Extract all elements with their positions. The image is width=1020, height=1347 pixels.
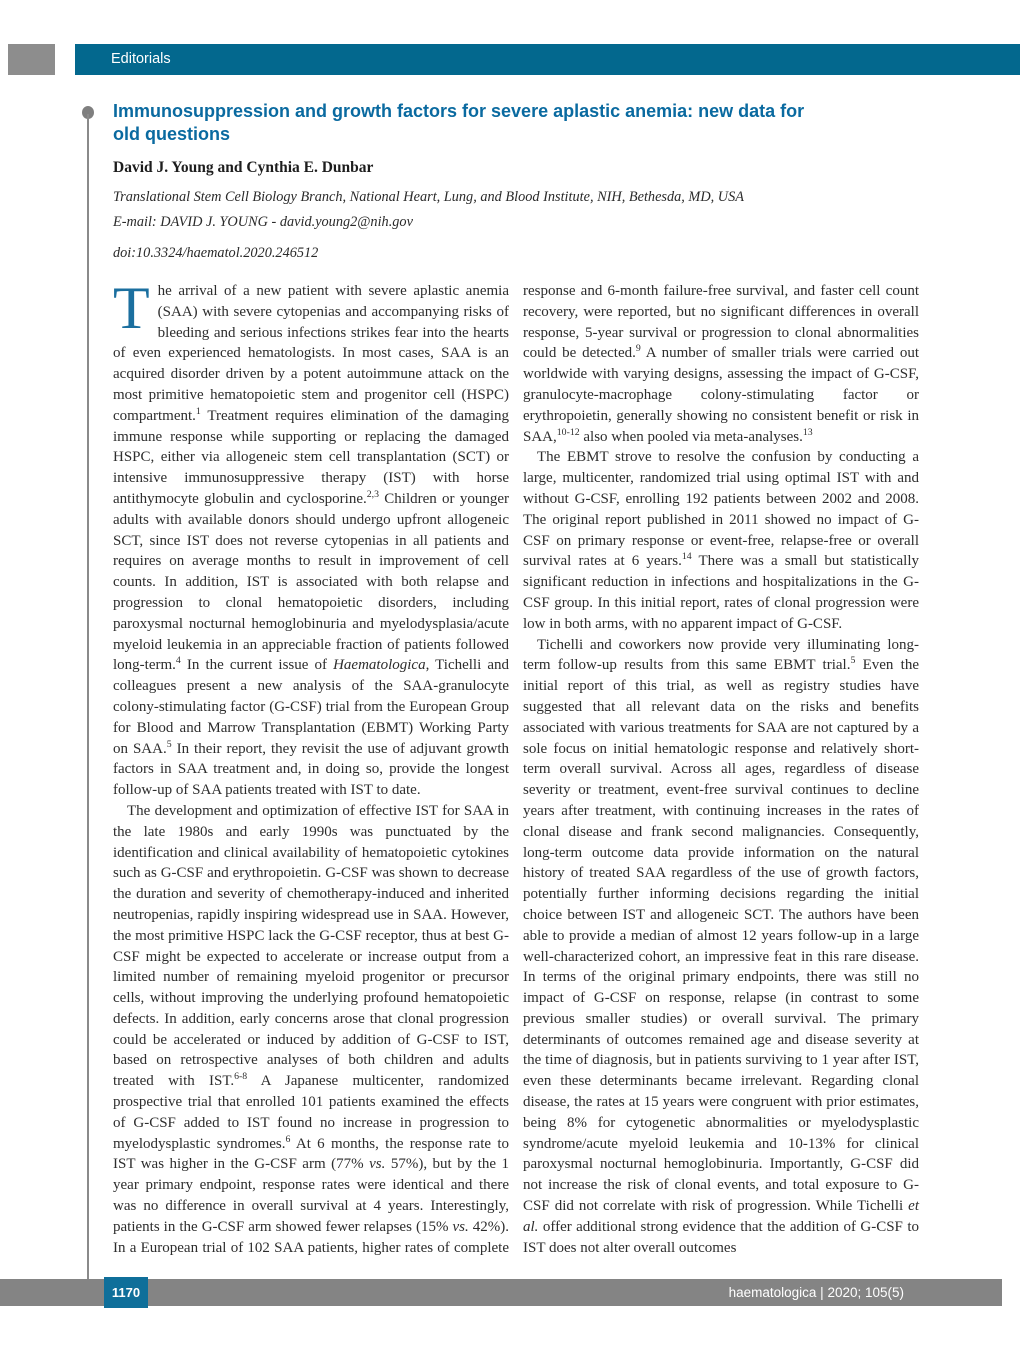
- body-text: vs.: [369, 1156, 386, 1173]
- body-paragraph: [523, 635, 919, 1259]
- article-email: E-mail: DAVID J. YOUNG - david.young2@nih.gov: [113, 214, 413, 230]
- reference-superscript: 5: [850, 655, 856, 667]
- reference-superscript: 9: [635, 343, 641, 355]
- reference-superscript: 5: [166, 738, 172, 750]
- body-text: also when pooled via meta-analyses.: [579, 428, 803, 445]
- body-text: There was a small but statistically significant reduction in infections and hospitalizations in the G-CSF group. In this initial report, rates of clonal progression were low in both arms, with no apparent impact of G-CSF.: [523, 553, 919, 632]
- article-affiliation: Translational Stem Cell Biology Branch, National Heart, Lung, and Blood Institute, NIH, Bethesda, MD, USA: [113, 189, 745, 205]
- reference-superscript: 4: [175, 655, 181, 667]
- body-text: The EBMT strove to resolve the confusion by conducting a large, multicenter, randomized trial using optimal IST with and without G-CSF, enrolling 192 patients between 2002 and 2008. The original report published in 2011 showed no impact of G-CSF on primary response or event-free, relapse-free or overall survival rates at 6 years.: [523, 449, 919, 570]
- reference-superscript: 1: [195, 405, 201, 417]
- article-doi: doi:10.3324/haematol.2020.246512: [113, 245, 319, 261]
- footer-journal-line: haematologica | 2020; 105(5): [728, 1285, 904, 1300]
- body-text: offer additional strong evidence that the addition of G-CSF to IST does not alter overall outcomes: [523, 1218, 919, 1256]
- section-label: Editorials: [111, 51, 171, 67]
- body-text: vs.: [452, 1218, 469, 1235]
- article-authors: David J. Young and Cynthia E. Dunbar: [113, 159, 374, 176]
- body-text: Even the initial report of this trial, as well as registry studies have suggested that all relevant data on the risks and benefits associated with various treatments for SAA are not captured by a sole focus on initial hematologic response and relatively short-term overall survival. Across all ages, regardless of disease severity or treatment, event-free survival continues to decline years after treatment, with continuing increases in the rates of clonal disease and frank second malignancies. Consequently, long-term outcome data provide information on the natural history of treated SAA regardless of the use of growth factors, potentially further informing decisions regarding the initial choice between IST and allogeneic SCT. The authors have been able to provide a median of almost 12 years follow-up in a large well-characterized cohort, an impressive feat in this rare disease. In terms of the original primary endpoints, there was still no impact of G-CSF on response, relapse (in contrast to some previous smaller studies) or overall survival. The primary determinants of outcomes remained age and disease severity at the time of diagnosis, but in patients surviving to 1 year after IST, even these determinants became irrelevant. Regarding clonal disease, the rates at 15 years were congruent with prior estimates, being 8% for cytogenetic abnormalities or myelodysplastic syndrome/acute myeloid leukemia and 10-13% for clinical paroxysmal nocturnal hemoglobinuria. Importantly, G-CSF did not increase the risk of clonal events, and total exposure to G-CSF did not correlate with risk of progression. While Tichelli: [523, 657, 919, 1215]
- reference-superscript: 10-12: [556, 426, 580, 438]
- body-text: et al.: [523, 1198, 919, 1235]
- body-text: , Tichelli and colleagues present a new analysis of the SAA-granulocyte colony-stimulating factor (G-CSF) trial from the European Group for Blood and Marrow Transplantation (EBMT) Working Party on SAA.: [113, 657, 509, 757]
- body-text: 57%), but by the 1 year primary endpoint, response rates were identical and there was no difference in overall survival at 4 years. Interestingly, patients in the G-CSF arm showed fewer relapses (15%: [113, 1156, 510, 1235]
- reference-superscript: 6-8: [234, 1071, 248, 1083]
- body-text: In the current issue of: [180, 657, 334, 674]
- reference-superscript: 2,3: [366, 488, 379, 500]
- body-text: A number of smaller trials were carried out worldwide with varying designs, assessing the impact of G-CSF, granulocyte-macrophage colony-stimulating factor or erythropoietin, generally showing no consistent benefit or risk in SAA,: [523, 345, 920, 445]
- body-text: The development and optimization of effective IST for SAA in the late 1980s and early 1990s was punctuated by the identification and clinical availability of hematopoietic cytokines such as G-CSF and erythropoietin. G-CSF was shown to decrease the duration and severity of chemotherapy-induced and inherited neutropenias, rapidly inspiring widespread use in SAA. However, the most primitive HSPC lack the G-CSF receptor, thus at best G-CSF might be expected to accelerate or increase output from a limited number of remaining myeloid progenitor or precursor cells, without improving the underlying profound hematopoietic defects. In addition, early concerns arose that clonal progression could be accelerated or induced by addition of G-CSF to IST, based on retrospective analyses of both children and adults treated with IST.: [113, 802, 509, 1090]
- body-paragraph: [113, 275, 509, 801]
- left-vertical-rule: [87, 114, 89, 1279]
- footer-bar: [0, 1279, 1002, 1306]
- body-text: At 6 months, the response rate to IST was higher in the G-CSF arm (77%: [113, 1135, 509, 1173]
- header-gray-square: [8, 44, 55, 75]
- body-text: Children or younger adults with available donors should undergo upfront allogeneic SCT, since IST does not reverse cytopenias in all patients and requires on average months to result in improvement of cell counts. In addition, IST is associated with both relapse and progression to clonal hematopoietic disorders, including paroxysmal nocturnal hemoglobinuria and myelodysplasia/acute myeloid leukemia in an appreciable fraction of patients followed long-term.: [113, 490, 509, 674]
- body-text: Tichelli and coworkers now provide very illuminating long-term follow-up results from this same EBMT trial.: [523, 636, 919, 674]
- reference-superscript: 6: [285, 1133, 291, 1145]
- drop-cap: T: [113, 275, 150, 341]
- article-header: [113, 100, 873, 262]
- footer-page-number: 1170: [104, 1277, 148, 1308]
- article-title: Immunosuppression and growth factors for severe aplastic anemia: new data for old questions: [113, 101, 805, 144]
- body-text: Haematologica: [333, 657, 426, 674]
- body-paragraph: [523, 447, 919, 634]
- body-text: Treatment requires elimination of the damaging immune response while supporting or replacing the damaged HSPC, either via allogeneic stem cell transplantation (SCT) or intensive immunosuppressive therapy (IST) with horse antithymocyte globulin and cyclosporine.: [113, 407, 509, 507]
- reference-superscript: 14: [681, 551, 692, 563]
- section-bar: [75, 44, 1020, 75]
- article-body: [113, 275, 920, 1258]
- body-text: he arrival of a new patient with severe aplastic anemia (SAA) with severe cytopenias and accompanying risks of bleeding and serious infections strikes fear into the hearts of even experienced hematologists. In most cases, SAA is an acquired disorder driven by a potent autoimmune attack on the most primitive hematopoietic stem and progenitor cell (HSPC) compartment.: [113, 283, 509, 424]
- body-text: 42%). In a European trial of 102 SAA patients, higher rates of complete response and 6-month failure-free survival, and faster cell count recovery, were reported, but no significant differences in overall response, 5-year survival or progression to clonal abnormalities could be detected.: [113, 283, 919, 1256]
- body-text: In their report, they revisit the use of adjuvant growth factors in SAA treatment and, in doing so, provide the longest follow-up of SAA patients treated with IST to date.: [113, 740, 509, 799]
- body-text: A Japanese multicenter, randomized prospective trial that enrolled 101 patients examined the effects of G-CSF added to IST found no increase in progression to myelodysplastic syndromes.: [113, 1073, 509, 1152]
- reference-superscript: 13: [802, 426, 813, 438]
